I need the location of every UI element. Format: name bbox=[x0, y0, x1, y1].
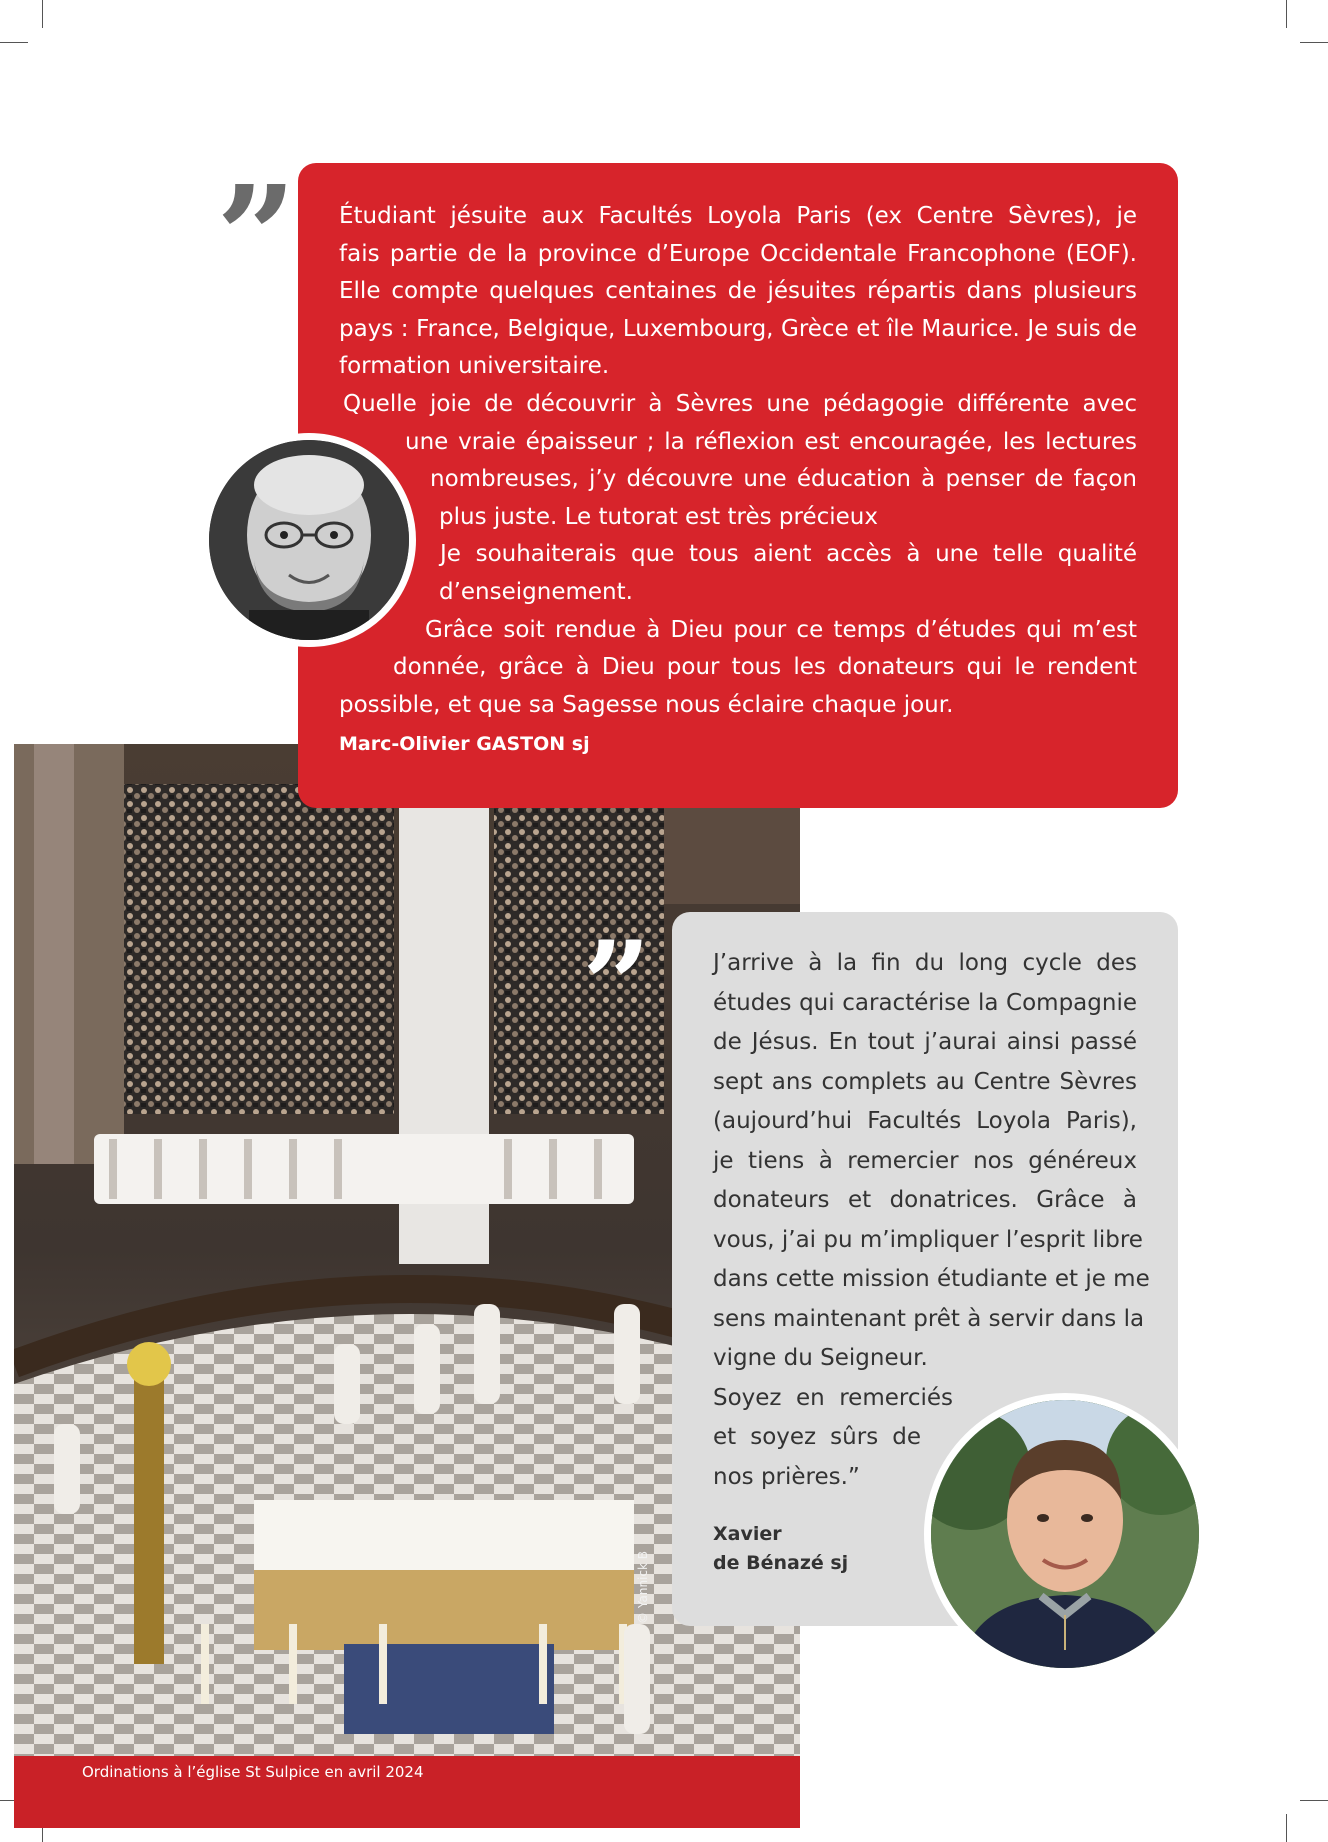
text-line: possible, et que sa Sagesse nous éclaire chaque jour. bbox=[339, 691, 954, 718]
text-line: Étudiant jésuite aux Facultés Loyola Paris (ex Centre Sèvres), je bbox=[339, 203, 1137, 229]
text-line: donnée, grâce à Dieu pour tous les donateurs qui le rendent bbox=[393, 654, 1137, 681]
grey-testimonial-author bbox=[713, 1520, 848, 1578]
author-last-name: de Bénazé sj bbox=[713, 1552, 849, 1574]
crop-mark bbox=[1300, 1800, 1328, 1801]
red-testimonial-text bbox=[339, 198, 1137, 724]
crop-mark bbox=[1286, 0, 1287, 28]
text-line: dans cette mission étudiante et je me bbox=[713, 1266, 1150, 1292]
red-testimonial-author: Marc-Olivier GASTON sj bbox=[339, 733, 590, 755]
text-line: sept ans complets au Centre Sèvres bbox=[713, 1068, 1137, 1095]
text-line: d’enseignement. bbox=[439, 578, 633, 605]
text-line: vigne du Seigneur. bbox=[713, 1345, 928, 1371]
text-line: nos prières.” bbox=[713, 1463, 860, 1490]
photo-credit: © Yannick B bbox=[636, 1551, 650, 1624]
crop-mark bbox=[42, 0, 43, 28]
crop-mark bbox=[1286, 1814, 1287, 1842]
text-line: Grâce soit rendue à Dieu pour ce temps d’études qui m’est bbox=[425, 616, 1137, 643]
text-line: Je souhaiterais que tous aient accès à une telle qualité bbox=[440, 541, 1137, 568]
photo-caption: Ordinations à l’église St Sulpice en avril 2024 bbox=[82, 1763, 424, 1781]
text-line: pays : France, Belgique, Luxembourg, Grèce et île Maurice. Je suis de bbox=[339, 315, 1137, 342]
crop-mark bbox=[0, 42, 28, 43]
text-line: (aujourd’hui Facultés Loyola Paris), bbox=[713, 1108, 1137, 1134]
text-line: fais partie de la province d’Europe Occidentale Francophone (EOF). bbox=[339, 240, 1137, 267]
author-first-name: Xavier bbox=[713, 1523, 782, 1545]
author-portrait-xavier bbox=[924, 1393, 1206, 1675]
text-line: vous, j’ai pu m’impliquer l’esprit libre bbox=[713, 1226, 1143, 1253]
text-line: donateurs et donatrices. Grâce à bbox=[713, 1187, 1137, 1213]
text-line: plus juste. Le tutorat est très précieux bbox=[439, 503, 878, 530]
text-line: et soyez sûrs de bbox=[713, 1424, 921, 1450]
quote-mark-icon: ” bbox=[216, 156, 297, 320]
text-line: de Jésus. En tout j’aurai ainsi passé bbox=[713, 1029, 1137, 1055]
text-line: une vraie épaisseur ; la réflexion est encouragée, les lectures bbox=[405, 428, 1137, 455]
quote-mark-icon: ” bbox=[582, 915, 652, 1056]
text-line: Elle compte quelques centaines de jésuites répartis dans plusieurs bbox=[339, 278, 1137, 305]
crop-mark bbox=[1300, 42, 1328, 43]
text-line: formation universitaire. bbox=[339, 353, 610, 380]
text-line: études qui caractérise la Compagnie bbox=[713, 989, 1137, 1016]
text-line: je tiens à remercier nos généreux bbox=[713, 1147, 1137, 1174]
text-line: Quelle joie de découvrir à Sèvres une pédagogie différente avec bbox=[343, 390, 1137, 417]
text-line: nombreuses, j’y découvre une éducation à penser de façon bbox=[430, 466, 1137, 493]
text-line: sens maintenant prêt à servir dans la bbox=[713, 1305, 1145, 1332]
text-line: J’arrive à la fin du long cycle des bbox=[713, 950, 1137, 976]
author-portrait-marc-olivier bbox=[202, 433, 416, 647]
text-line: Soyez en remerciés bbox=[713, 1384, 953, 1411]
